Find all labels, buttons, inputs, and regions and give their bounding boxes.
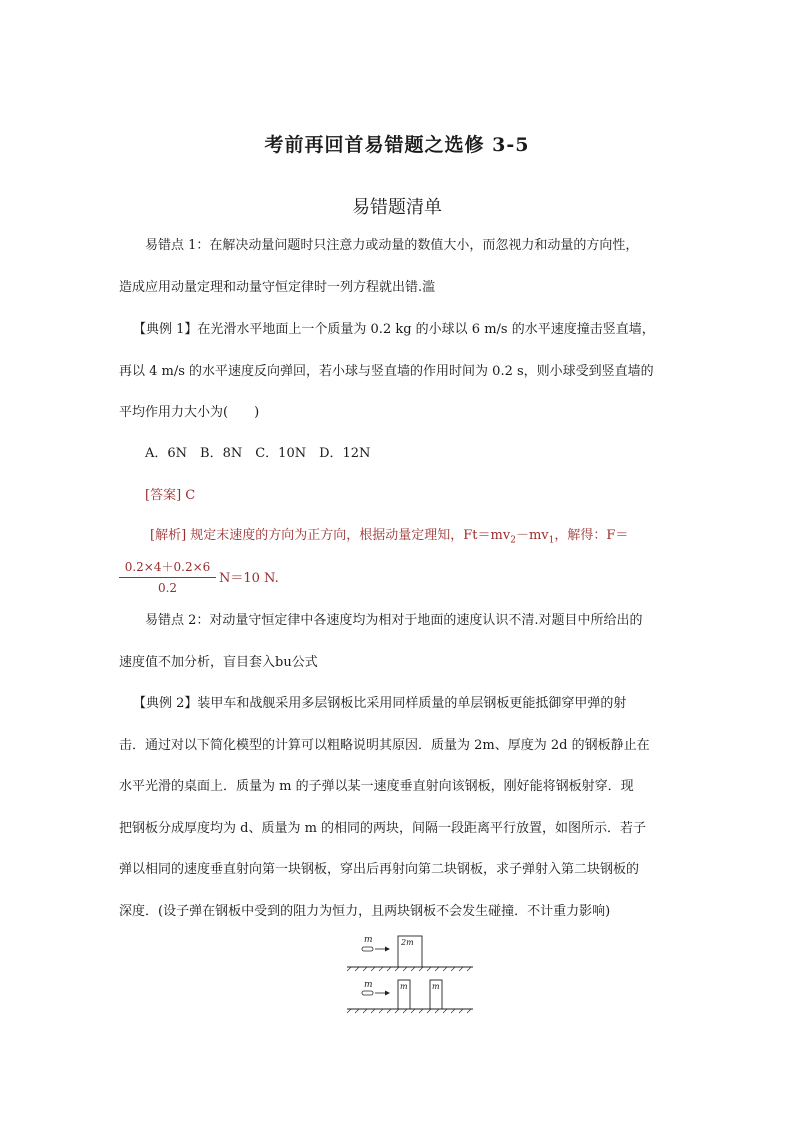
example-2-line-5: 弹以相同的速度垂直射向第一块钢板，穿出后再射向第二块钢板，求子弹射入第二块钢板的 (119, 862, 640, 877)
bullet-mass-label: m (364, 935, 373, 945)
fraction-denominator: 0.2 (157, 581, 178, 595)
table-hatching (347, 1009, 471, 1013)
error-point-1-line-1: 易错点 1：在解决动量问题时只注意力或动量的数值大小，而忽视力和动量的方向性， (145, 238, 639, 253)
section-title: 易错题清单 (352, 197, 442, 218)
fraction-bar (119, 577, 216, 578)
example-1-line-2: 再以 4 m/s 的水平速度反向弹回，若小球与竖直墙的作用时间为 0.2 s，则小球受到竖直墙的 (119, 364, 654, 379)
example-2-line-2: 击．通过对以下简化模型的计算可以粗略说明其原因．质量为 2m、厚度为 2d 的钢板静止在 (119, 738, 650, 753)
bullet-plates-figure (345, 930, 475, 1014)
example-1-answer: [答案] C (145, 488, 196, 503)
bullet-icon (362, 947, 390, 952)
error-point-2-line-1: 易错点 2：对动量守恒定律中各速度均为相对于地面的速度认识不清.对题目中所给出的 (145, 613, 643, 628)
example-2-line-6: 深度．(设子弹在钢板中受到的阻力为恒力，且两块钢板不会发生碰撞．不计重力影响) (119, 904, 611, 919)
example-2-line-3: 水平光滑的桌面上．质量为 m 的子弹以某一速度垂直射向该钢板，刚好能将钢板射穿．现 (119, 779, 634, 794)
example-1-line-3: 平均作用力大小为( ) (119, 405, 260, 420)
example-2-line-1: 【典例 2】装甲车和战舰采用多层钢板比采用同样质量的单层钢板更能抵御穿甲弹的射 (133, 696, 627, 711)
example-1-line-1: 【典例 1】在光滑水平地面上一个质量为 0.2 kg 的小球以 6 m/s 的水平速度撞击竖直墙， (133, 322, 655, 337)
bullet-mass-label: m (364, 980, 373, 990)
example-1-options: A．6N B．8N C．10N D．12N (145, 446, 371, 461)
plate-mass-label: m (432, 982, 440, 991)
plate-mass-label: m (400, 982, 408, 991)
solution-fraction (119, 560, 216, 596)
table-hatching (347, 967, 471, 971)
error-point-2-line-2: 速度值不加分析，盲目套入bu公式 (119, 655, 318, 670)
example-2-line-4: 把钢板分成厚度均为 d、质量为 m 的相同的两块，间隔一段距离平行放置，如图所示．若子 (119, 821, 647, 836)
plate-mass-label: 2m (401, 938, 414, 947)
document-title: 考前再回首易错题之选修 3-5 (264, 134, 530, 156)
solution-result: N＝10 N. (219, 571, 279, 586)
fraction-numerator: 0.2×4＋0.2×6 (124, 560, 211, 574)
error-point-1-line-2: 造成应用动量定理和动量守恒定律时一列方程就出错.滥 (119, 280, 436, 295)
example-1-solution: [解析] 规定末速度的方向为正方向，根据动量定理知，$Ft=mv_2-mv_1$，解得：F＝ (150, 528, 629, 546)
bullet-icon (362, 991, 390, 996)
